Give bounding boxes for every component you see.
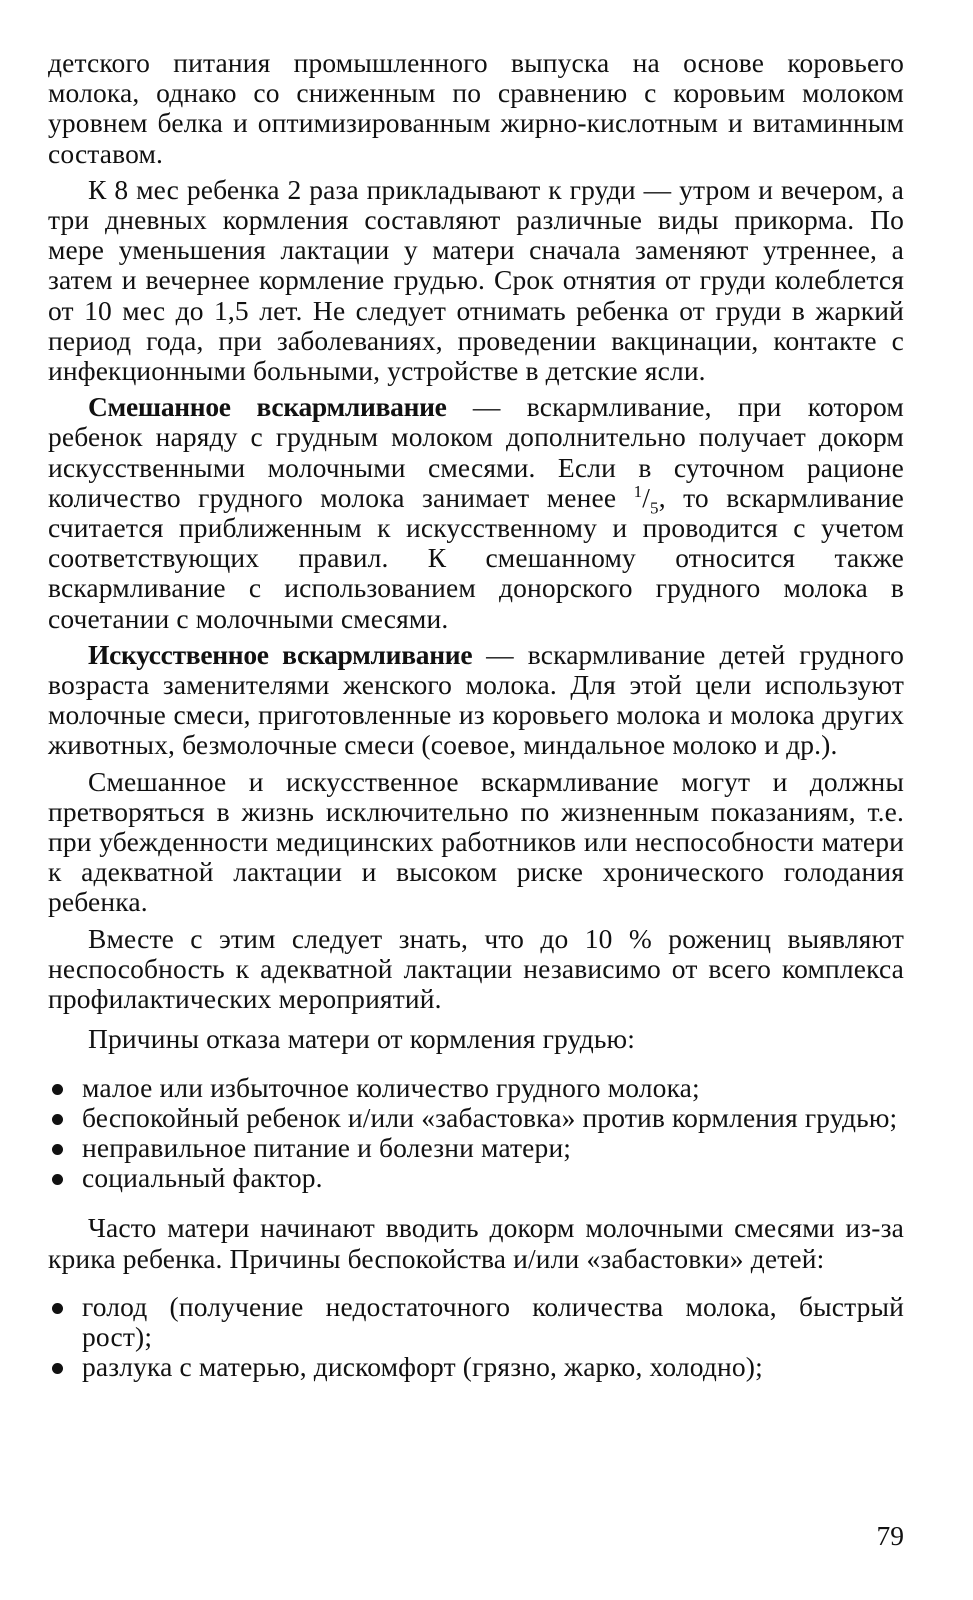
list-item: малое или избыточное количество грудного молока; — [48, 1073, 904, 1103]
list-item: социальный фактор. — [48, 1163, 904, 1193]
term-artificial-feeding: Искусственное вскармливание — [88, 638, 473, 670]
bullet-icon — [52, 1303, 63, 1314]
list-item: голод (получение недостаточного количества молока, быстрый рост); — [48, 1292, 904, 1352]
bullet-icon — [52, 1144, 63, 1155]
paragraph-4-text: — вскармливание детей грудного возраста заменителями женского молока. Для этой цели используют молочные смеси, приготовленные из коровьего молока и молока других животных, безмолочные смеси (соевое, миндальное молоко и др.). — [48, 638, 904, 761]
bullet-icon — [52, 1363, 63, 1374]
paragraph-5: Смешанное и искусственное вскармливание могут и должны претворяться в жизнь исключительно по жизненным показаниям, т.е. при убежденности медицинских работников или неспособности матери к адекватной лактации и высоком риске хронического голодания ребенка. — [48, 765, 904, 918]
page-number: 79 — [876, 1520, 904, 1551]
list-restlessness-reasons — [48, 1292, 904, 1383]
bullet-icon — [52, 1084, 63, 1095]
list-item: беспокойный ребенок и/или «забастовка» против кормления грудью; — [48, 1103, 904, 1133]
list-item: неправильное питание и болезни матери; — [48, 1133, 904, 1163]
paragraph-3-text-a: — вскармливание, при котором ребенок наряду с грудным молоком дополнительно получает докорм искусственными молочными смесями. Если в суточном рационе количество грудного молока занимает менее — [48, 391, 904, 513]
fraction-numerator: 1 — [633, 481, 643, 501]
paragraph-2: К 8 мес ребенка 2 раза прикладывают к груди — утром и вечером, а три дневных кормления составляют различные виды прикорма. По мере уменьшения лактации у матери сначала заменяют утреннее, а затем и вечернее кормление грудью. Срок отнятия от груди колеблется от 10 мес до 1,5 лет. Не следует отнимать ребенка от груди в жаркий период года, при заболеваниях, проведении вакцинации, контакте с инфекционными больными, устройстве в детские ясли. — [48, 173, 904, 387]
page-text — [48, 48, 904, 1382]
paragraph-1: детского питания промышленного выпуска на основе коровьего молока, однако со сниженным по сравнению с коровьим молоком уровнем белка и оптимизированным жирно-кислотным и витаминным составом. — [48, 47, 904, 169]
paragraph-3-text-b: , то вскармливание считается приближенным к искусственному и проводится с учетом соответствующих правил. К смешанному относится также вскармливание с использованием донорского грудного молока в сочетании с молочными смесями. — [48, 481, 904, 634]
bullet-icon — [52, 1114, 63, 1125]
paragraph-6: Вместе с этим следует знать, что до 10 % рожениц выявляют неспособность к адекватной лактации независимо от всего комплекса профилактических мероприятий. — [48, 922, 904, 1015]
paragraph-7: Причины отказа матери от кормления грудью: — [88, 1023, 636, 1055]
fraction-denominator: 5 — [650, 498, 659, 518]
paragraph-artificial-feeding — [48, 640, 904, 761]
paragraph-mixed-feeding: Смешанное вскармливание — вскармливание, при котором ребенок наряду с грудным молоком дополнительно получает докорм искусственными молочными смесями. Если в суточном рационе количество грудного молока занимает менее $^1/_5$, то вскармливание считается приближенным к искусственному и проводится с учетом соответствующих правил. К смешанному относится также вскармливание с использованием донорского грудного молока в сочетании с молочными смесями. — [48, 391, 904, 634]
paragraph-8: Часто матери начинают вводить докорм молочными смесями из-за крика ребенка. Причины беспокойства и/или «забастовки» детей: — [48, 1212, 904, 1274]
term-mixed-feeding: Смешанное вскармливание — [88, 391, 447, 423]
bullet-icon — [52, 1174, 63, 1185]
list-item: разлука с матерью, дискомфорт (грязно, жарко, холодно); — [48, 1352, 904, 1382]
list-refusal-reasons — [48, 1073, 904, 1194]
